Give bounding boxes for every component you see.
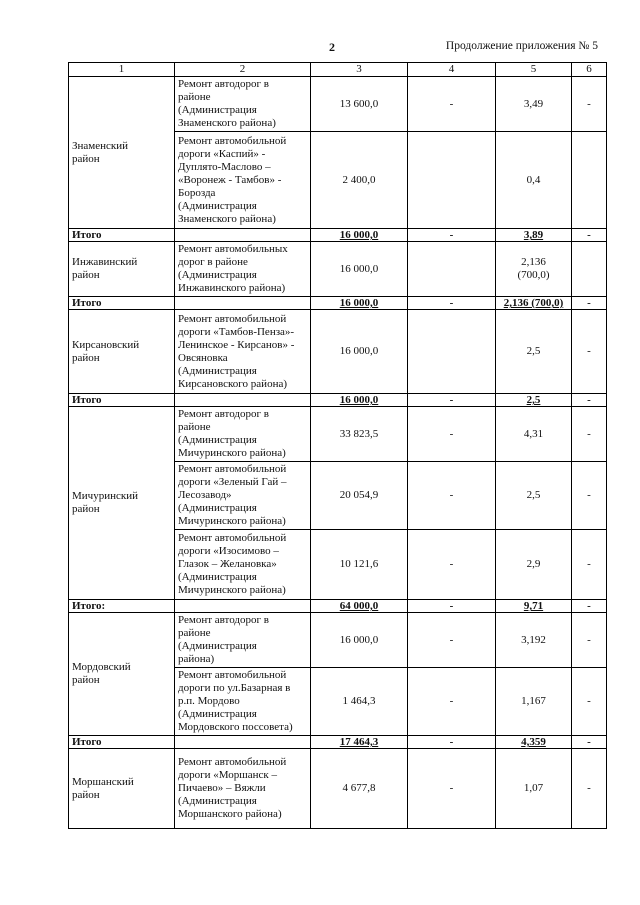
column-6-cell: -	[572, 530, 607, 600]
total-column-6: -	[572, 394, 607, 407]
column-6-cell	[572, 132, 607, 229]
length-cell: 2,9	[496, 530, 572, 600]
total-column-4: -	[408, 297, 496, 310]
total-length: 9,71	[496, 600, 572, 613]
length-cell: 2,136 (700,0)	[496, 242, 572, 297]
length-cell: 1,07	[496, 749, 572, 829]
empty-cell	[175, 229, 311, 242]
amount-cell: 4 677,8	[311, 749, 408, 829]
column-header: 2	[175, 63, 311, 77]
column-header: 1	[69, 63, 175, 77]
column-4-cell	[408, 310, 496, 394]
district-cell: Моршанский район	[69, 749, 175, 829]
total-amount: 17 464,3	[311, 736, 408, 749]
total-column-4: -	[408, 600, 496, 613]
total-column-4: -	[408, 394, 496, 407]
district-cell: Инжавинский район	[69, 242, 175, 297]
amount-cell: 20 054,9	[311, 462, 408, 530]
total-label: Итого	[69, 394, 175, 407]
column-4-cell	[408, 242, 496, 297]
work-description-cell: Ремонт автодорог в районе (Администрация района)	[175, 613, 311, 668]
column-6-cell: -	[572, 613, 607, 668]
total-label: Итого	[69, 736, 175, 749]
total-length: 3,89	[496, 229, 572, 242]
amount-cell: 16 000,0	[311, 613, 408, 668]
total-label: Итого	[69, 297, 175, 310]
total-column-4: -	[408, 229, 496, 242]
length-cell: 1,167	[496, 668, 572, 736]
district-cell: Знаменский район	[69, 77, 175, 229]
total-row	[69, 297, 607, 310]
table-row	[69, 407, 607, 462]
empty-cell	[175, 394, 311, 407]
column-4-cell: -	[408, 462, 496, 530]
work-description-cell: Ремонт автомобильной дороги «Зеленый Гай – Лесозавод» (Администрация Мичуринского района)	[175, 462, 311, 530]
total-label: Итого:	[69, 600, 175, 613]
total-column-6: -	[572, 736, 607, 749]
total-label: Итого	[69, 229, 175, 242]
total-column-4: -	[408, 736, 496, 749]
column-header: 5	[496, 63, 572, 77]
column-4-cell: -	[408, 668, 496, 736]
work-description-cell: Ремонт автомобильной дороги «Каспий» - Дуплято-Маслово – «Воронеж - Тамбов» - Бороздa (Администрация Знаменского района)	[175, 132, 311, 229]
column-6-cell: -	[572, 749, 607, 829]
total-amount: 16 000,0	[311, 394, 408, 407]
total-column-6: -	[572, 600, 607, 613]
column-4-cell	[408, 132, 496, 229]
district-cell: Мичуринский район	[69, 407, 175, 600]
amount-cell: 2 400,0	[311, 132, 408, 229]
table-row	[69, 613, 607, 668]
appendix-caption: Продолжение приложения № 5	[445, 40, 598, 52]
length-cell: 0,4	[496, 132, 572, 229]
empty-cell	[175, 600, 311, 613]
column-6-cell	[572, 242, 607, 297]
total-length: 4,359	[496, 736, 572, 749]
table-row	[69, 242, 607, 297]
column-6-cell: -	[572, 407, 607, 462]
table-row	[69, 749, 607, 829]
amount-cell: 16 000,0	[311, 242, 408, 297]
work-description-cell: Ремонт автомобильной дороги «Изосимово – Глазок – Желановка» (Администрация Мичуринского района)	[175, 530, 311, 600]
total-amount: 64 000,0	[311, 600, 408, 613]
column-4-cell: -	[408, 749, 496, 829]
total-length: 2,5	[496, 394, 572, 407]
total-row	[69, 394, 607, 407]
length-cell: 2,5	[496, 462, 572, 530]
empty-cell	[175, 297, 311, 310]
length-cell: 3,49	[496, 77, 572, 132]
empty-cell	[175, 736, 311, 749]
column-6-cell: -	[572, 668, 607, 736]
road-repair-table	[68, 62, 607, 829]
page-number: 2	[329, 40, 335, 54]
amount-cell: 16 000,0	[311, 310, 408, 394]
table-row	[69, 310, 607, 394]
total-column-6: -	[572, 229, 607, 242]
column-header: 3	[311, 63, 408, 77]
total-amount: 16 000,0	[311, 297, 408, 310]
column-6-cell: -	[572, 77, 607, 132]
total-column-6: -	[572, 297, 607, 310]
total-length: 2,136 (700,0)	[496, 297, 572, 310]
length-cell: 2,5	[496, 310, 572, 394]
amount-cell: 33 823,5	[311, 407, 408, 462]
district-cell: Кирсановский район	[69, 310, 175, 394]
table-row	[69, 77, 607, 132]
amount-cell: 13 600,0	[311, 77, 408, 132]
amount-cell: 10 121,6	[311, 530, 408, 600]
column-header: 6	[572, 63, 607, 77]
work-description-cell: Ремонт автодорог в районе (Администрация Мичуринского района)	[175, 407, 311, 462]
work-description-cell: Ремонт автомобильной дороги по ул.Базарная в р.п. Мордово (Администрация Мордовского поссовета)	[175, 668, 311, 736]
work-description-cell: Ремонт автомобильных дорог в районе (Администрация Инжавинского района)	[175, 242, 311, 297]
column-header-row	[69, 63, 607, 77]
total-row	[69, 229, 607, 242]
total-row	[69, 600, 607, 613]
total-amount: 16 000,0	[311, 229, 408, 242]
work-description-cell: Ремонт автомобильной дороги «Моршанск – Пичаево» – Вяжли (Администрация Моршанского района)	[175, 749, 311, 829]
column-4-cell: -	[408, 407, 496, 462]
work-description-cell: Ремонт автодорог в районе (Администрация Знаменского района)	[175, 77, 311, 132]
amount-cell: 1 464,3	[311, 668, 408, 736]
district-cell: Мордовский район	[69, 613, 175, 736]
column-4-cell: -	[408, 613, 496, 668]
length-cell: 4,31	[496, 407, 572, 462]
length-cell: 3,192	[496, 613, 572, 668]
column-6-cell: -	[572, 310, 607, 394]
work-description-cell: Ремонт автомобильной дороги «Тамбов-Пенза»- Ленинское - Кирсанов» - Овсяновка (Администрация Кирсановского района)	[175, 310, 311, 394]
column-4-cell: -	[408, 77, 496, 132]
column-header: 4	[408, 63, 496, 77]
total-row	[69, 736, 607, 749]
column-6-cell: -	[572, 462, 607, 530]
column-4-cell: -	[408, 530, 496, 600]
